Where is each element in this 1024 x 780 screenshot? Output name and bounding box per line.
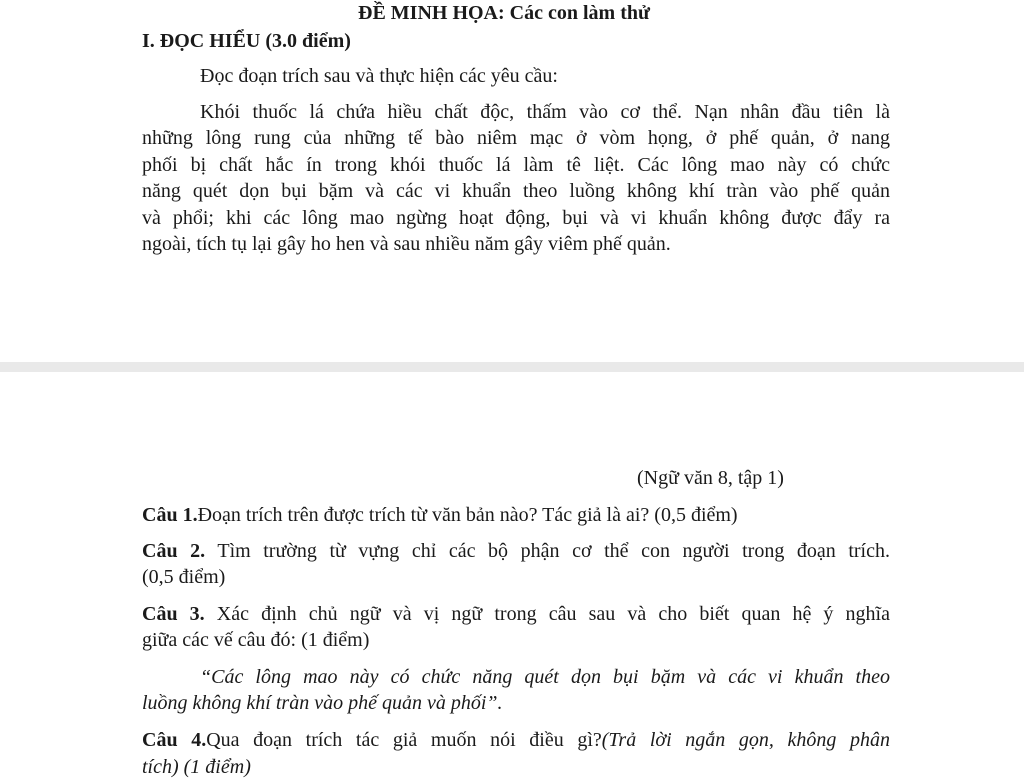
question-text: Tìm trường từ vựng chỉ các bộ phận cơ thể con người trong đoạn trích. (205, 540, 890, 562)
source-citation: (Ngữ văn 8, tập 1) (637, 467, 784, 489)
question-label: Câu 2. (142, 540, 206, 562)
document-page-top (0, 0, 1024, 362)
question-3 (142, 601, 890, 627)
question-label: Câu 1. (142, 504, 198, 526)
passage-line: năng quét dọn bụi bặm và các vi khuẩn theo luồng không khí tràn vào phế quản (142, 180, 890, 202)
question-text: Đoạn trích trên được trích từ văn bản nào? Tác giả là ai? (0,5 điểm) (197, 504, 738, 526)
question-note: (Trả lời ngắn gọn, không phân (601, 729, 890, 751)
document-page-bottom (0, 372, 1024, 778)
quoted-sentence: “Các lông mao này có chức năng quét dọn bụi bặm và các vi khuẩn theo (200, 666, 890, 688)
quoted-sentence-continued: luồng không khí tràn vào phế quản và phối”. (142, 692, 503, 714)
question-text: Qua đoạn trích tác giả muốn nói điều gì? (206, 729, 602, 751)
question-1 (142, 502, 890, 528)
passage-line: những lông rung của những tế bào niêm mạc ở vòm họng, ở phế quản, ở nang (142, 127, 890, 149)
passage-line: phối bị chất hắc ín trong khói thuốc lá làm tê liệt. Các lông mao này có chức (142, 154, 890, 176)
question-label: Câu 3. (142, 603, 205, 625)
question-2 (142, 538, 890, 564)
section-heading: I. ĐỌC HIỂU (3.0 điểm) (142, 30, 351, 52)
question-4 (142, 727, 890, 753)
passage-line: Khói thuốc lá chứa hiều chất độc, thấm vào cơ thể. Nạn nhân đầu tiên là (200, 101, 890, 123)
instruction-text: Đọc đoạn trích sau và thực hiện các yêu cầu: (200, 65, 558, 87)
passage-line: và phổi; khi các lông mao ngừng hoạt động, bụi và vi khuẩn không được đẩy ra (142, 207, 890, 229)
question-2-continued: (0,5 điểm) (142, 566, 226, 588)
question-4-cut-line: tích) (1 điểm) (142, 756, 251, 778)
page-separator (0, 362, 1024, 372)
question-3-continued: giữa các vế câu đó: (1 điểm) (142, 629, 370, 651)
question-4-cutoff (142, 754, 302, 778)
question-label: Câu 4. (142, 729, 207, 751)
page-title: ĐỀ MINH HỌA: Các con làm thử (358, 2, 650, 24)
passage-line: ngoài, tích tụ lại gây ho hen và sau nhiều năm gây viêm phế quản. (142, 233, 671, 255)
question-text: Xác định chủ ngữ và vị ngữ trong câu sau và cho biết quan hệ ý nghĩa (204, 603, 890, 625)
